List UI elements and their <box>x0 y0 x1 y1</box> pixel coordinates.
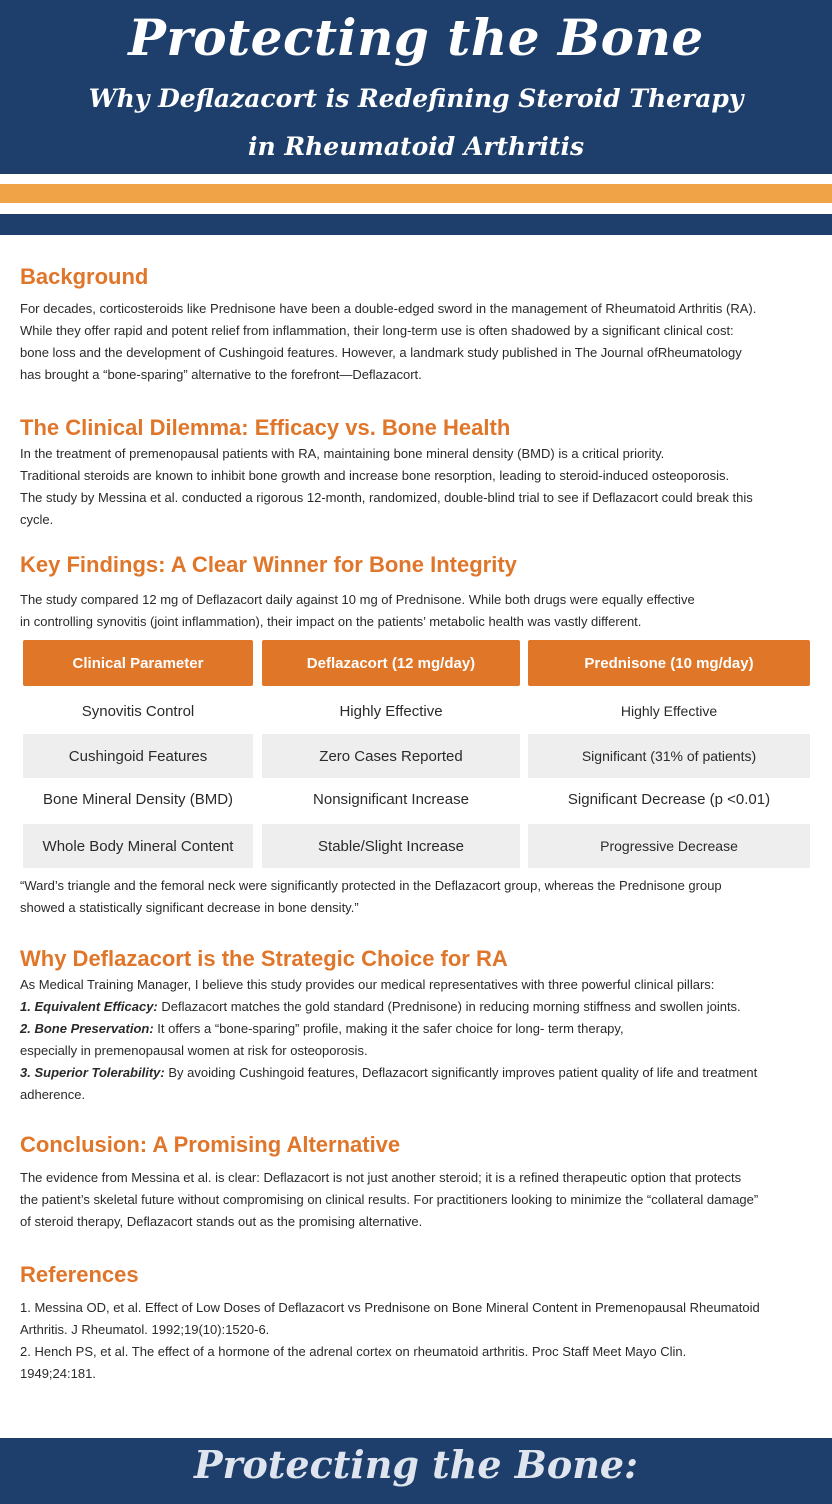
dilemma-paragraph <box>20 443 816 531</box>
orange-divider-stripe <box>0 184 832 203</box>
pillar-3 <box>20 1062 816 1084</box>
pillar-3-text: By avoiding Cushingoid features, Deflazacort significantly improves patient quality of life and treatment <box>164 1065 758 1080</box>
navy-divider-stripe <box>0 214 832 235</box>
text-line: cycle. <box>20 512 54 527</box>
text-line: The study compared 12 mg of Deflazacort daily against 10 mg of Prednisone. While both drugs were equally effective <box>20 592 695 607</box>
pillar-1-label: 1. Equivalent Efficacy: <box>20 999 158 1014</box>
table-cell: Nonsignificant Increase <box>313 790 469 808</box>
table-cell: Cushingoid Features <box>23 734 253 778</box>
text-line: While they offer rapid and potent relief from inflammation, their long-term use is often shadowed by a significant clinical cost: <box>20 323 734 338</box>
text-line: Traditional steroids are known to inhibit bone growth and increase bone resorption, leading to steroid-induced osteoporosis. <box>20 468 730 483</box>
why-paragraph <box>20 974 816 1106</box>
table-cell: Synovitis Control <box>81 702 195 720</box>
text-line: bone loss and the development of Cushingoid features. However, a landmark study published in The Journal ofRheumatology <box>20 345 742 360</box>
text-line: In the treatment of premenopausal patients with RA, maintaining bone mineral density (BMD) is a critical priority. <box>20 446 665 461</box>
reference-item: Arthritis. J Rheumatol. 1992;19(10):1520-6. <box>20 1322 270 1337</box>
text-line: in controlling synovitis (joint inflammation), their impact on the patients’ metabolic health was vastly different. <box>20 614 642 629</box>
text-line: As Medical Training Manager, I believe this study provides our medical representatives with three powerful clinical pillars: <box>20 977 715 992</box>
text-line: For decades, corticosteroids like Prednisone have been a double-edged sword in the management of Rheumatoid Arthritis (RA). <box>20 301 757 316</box>
dilemma-heading: The Clinical Dilemma: Efficacy vs. Bone Health <box>20 415 511 440</box>
study-quote <box>20 875 816 919</box>
conclusion-heading: Conclusion: A Promising Alternative <box>20 1132 401 1157</box>
reference-item: 1949;24:181. <box>20 1366 96 1381</box>
header-banner <box>0 0 832 174</box>
pillar-2 <box>20 1018 816 1040</box>
text-line: showed a statistically significant decrease in bone density.” <box>20 900 359 915</box>
text-line: the patient’s skeletal future without compromising on clinical results. For practitioners looking to minimize the “collateral damage” <box>20 1192 759 1207</box>
text-line: “Ward’s triangle and the femoral neck were significantly protected in the Deflazacort group, whereas the Prednisone group <box>20 878 722 893</box>
table-cell: Bone Mineral Density (BMD) <box>42 790 234 808</box>
conclusion-paragraph <box>20 1167 816 1233</box>
why-heading: Why Deflazacort is the Strategic Choice for RA <box>20 946 508 971</box>
references-list <box>20 1297 816 1385</box>
text-line: The study by Messina et al. conducted a rigorous 12-month, randomized, double-blind trial to see if Deflazacort could break this <box>20 490 753 505</box>
page-title: Protecting the Bone <box>128 8 704 67</box>
text-line: has brought a “bone-sparing” alternative to the forefront—Deflazacort. <box>20 367 422 382</box>
background-paragraph <box>20 298 816 386</box>
table-cell: Stable/Slight Increase <box>262 824 520 868</box>
footer-banner <box>0 1438 832 1504</box>
text-line: of steroid therapy, Deflazacort stands out as the promising alternative. <box>20 1214 423 1229</box>
footer-title: Protecting the Bone: <box>193 1442 639 1487</box>
page-subtitle-line1: Why Deflazacort is Redefining Steroid Therapy <box>88 84 744 113</box>
reference-item: 2. Hench PS, et al. The effect of a hormone of the adrenal cortex on rheumatoid arthritis. Proc Staff Meet Mayo Clin. <box>20 1344 687 1359</box>
pillar-1 <box>20 996 816 1018</box>
pillar-3-label: 3. Superior Tolerability: <box>20 1065 165 1080</box>
reference-item: 1. Messina OD, et al. Effect of Low Doses of Deflazacort vs Prednisone on Bone Mineral Content in Premenopausal Rheumatoid <box>20 1300 760 1315</box>
pillar-1-text: Deflazacort matches the gold standard (Prednisone) in reducing morning stiffness and swollen joints. <box>157 999 741 1014</box>
references-heading: References <box>20 1262 139 1287</box>
table-cell: Zero Cases Reported <box>262 734 520 778</box>
page-subtitle-line2: in Rheumatoid Arthritis <box>247 132 585 161</box>
findings-heading: Key Findings: A Clear Winner for Bone Integrity <box>20 552 517 577</box>
table-cell: Highly Effective <box>620 703 718 719</box>
text-line: especially in premenopausal women at risk for osteoporosis. <box>20 1043 368 1058</box>
table-header-parameter: Clinical Parameter <box>23 640 253 686</box>
table-cell: Significant Decrease (p <0.01) <box>567 790 771 808</box>
pillar-2-text: It offers a “bone-sparing” profile, making it the safer choice for long- term therapy, <box>153 1021 624 1036</box>
background-heading: Background <box>20 264 149 289</box>
text-line: The evidence from Messina et al. is clear: Deflazacort is not just another steroid; it is a refined therapeutic option that protects <box>20 1170 742 1185</box>
table-cell: Significant (31% of patients) <box>528 734 810 778</box>
pillar-2-label: 2. Bone Preservation: <box>20 1021 154 1036</box>
table-header-deflazacort: Deflazacort (12 mg/day) <box>262 640 520 686</box>
text-line: adherence. <box>20 1087 86 1102</box>
findings-paragraph <box>20 589 816 633</box>
table-cell: Whole Body Mineral Content <box>23 824 253 868</box>
table-header-prednisone: Prednisone (10 mg/day) <box>528 640 810 686</box>
table-cell: Highly Effective <box>339 702 443 720</box>
table-cell: Progressive Decrease <box>528 824 810 868</box>
